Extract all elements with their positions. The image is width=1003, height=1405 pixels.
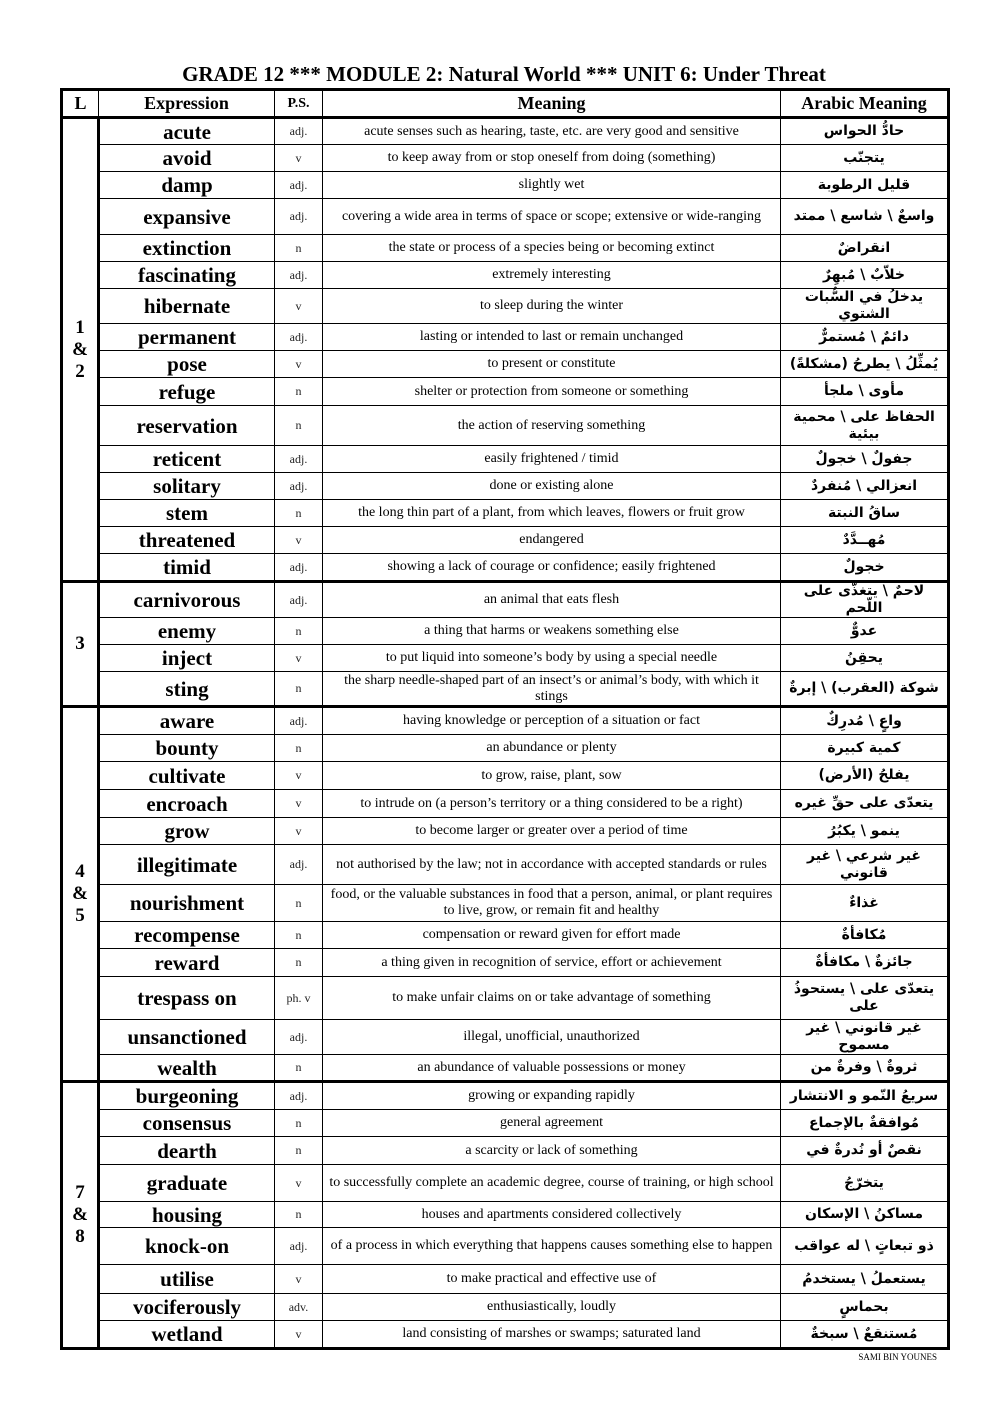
part-of-speech-cell: n (275, 500, 323, 527)
meaning-cell: to make unfair claims on or take advantage of something (323, 977, 781, 1020)
meaning-cell: to keep away from or stop oneself from doing (something) (323, 145, 781, 172)
table-row (62, 118, 949, 145)
table-row (62, 1294, 949, 1321)
table-row (62, 145, 949, 172)
arabic-meaning-cell: ذو تبعاتٍ \ له عواقب (781, 1228, 949, 1265)
table-row (62, 527, 949, 554)
arabic-meaning-cell: حادُّ الحواس (781, 118, 949, 145)
part-of-speech-cell: n (275, 378, 323, 406)
arabic-meaning-cell: غير قانوني \ غير مسموح (781, 1020, 949, 1055)
part-of-speech-cell: adj. (275, 554, 323, 582)
table-row (62, 172, 949, 199)
arabic-meaning-cell: جفولٌ \ خجولٌ (781, 446, 949, 473)
table-row (62, 1165, 949, 1202)
arabic-meaning-cell: مساكنُ \ الإسكان (781, 1202, 949, 1228)
meaning-cell: extremely interesting (323, 262, 781, 289)
table-row (62, 262, 949, 289)
expression-cell: graduate (99, 1165, 275, 1202)
arabic-meaning-cell: ثروةٌ \ وفرةٌ من (781, 1055, 949, 1082)
meaning-cell: growing or expanding rapidly (323, 1082, 781, 1110)
expression-cell: carnivorous (99, 582, 275, 618)
part-of-speech-cell: adj. (275, 582, 323, 618)
table-row (62, 1055, 949, 1082)
expression-cell: pose (99, 351, 275, 378)
table-row (62, 289, 949, 324)
table-row (62, 446, 949, 473)
part-of-speech-cell: n (275, 735, 323, 762)
table-row (62, 406, 949, 446)
arabic-meaning-cell: يتعدّى على \ يستحوذُ على (781, 977, 949, 1020)
meaning-cell: illegal, unofficial, unauthorized (323, 1020, 781, 1055)
meaning-cell: endangered (323, 527, 781, 554)
part-of-speech-cell: adj. (275, 262, 323, 289)
meaning-cell: the long thin part of a plant, from which leaves, flowers or fruit grow (323, 500, 781, 527)
expression-cell: damp (99, 172, 275, 199)
expression-cell: vociferously (99, 1294, 275, 1321)
expression-cell: solitary (99, 473, 275, 500)
part-of-speech-cell: adj. (275, 118, 323, 145)
table-row (62, 885, 949, 922)
meaning-cell: a thing that harms or weakens something else (323, 618, 781, 645)
expression-cell: nourishment (99, 885, 275, 922)
expression-cell: utilise (99, 1265, 275, 1294)
meaning-cell: acute senses such as hearing, taste, etc. are very good and sensitive (323, 118, 781, 145)
part-of-speech-cell: v (275, 645, 323, 672)
table-row (62, 473, 949, 500)
part-of-speech-cell: v (275, 1321, 323, 1349)
meaning-cell: shelter or protection from someone or something (323, 378, 781, 406)
expression-cell: reservation (99, 406, 275, 446)
arabic-meaning-cell: مُهــدَّدٌ (781, 527, 949, 554)
part-of-speech-cell: n (275, 672, 323, 707)
arabic-meaning-cell: يُمثِّلُ \ يطرحُ (مشكلةً) (781, 351, 949, 378)
table-header (62, 90, 949, 118)
expression-cell: fascinating (99, 262, 275, 289)
header-arabic-meaning: Arabic Meaning (781, 90, 949, 118)
part-of-speech-cell: n (275, 949, 323, 977)
lesson-number: 7 & 8 (62, 1082, 99, 1349)
part-of-speech-cell: adj. (275, 1228, 323, 1265)
arabic-meaning-cell: ينمو \ يكبُرُ (781, 818, 949, 845)
meaning-cell: easily frightened / timid (323, 446, 781, 473)
arabic-meaning-cell: ساقُ النبتة (781, 500, 949, 527)
meaning-cell: the sharp needle-shaped part of an insect’s or animal’s body, with which it stings (323, 672, 781, 707)
part-of-speech-cell: adj. (275, 446, 323, 473)
expression-cell: wetland (99, 1321, 275, 1349)
part-of-speech-cell: n (275, 922, 323, 949)
arabic-meaning-cell: قليل الرطوبة (781, 172, 949, 199)
meaning-cell: to sleep during the winter (323, 289, 781, 324)
arabic-meaning-cell: جائزةٌ \ مكافأةٌ (781, 949, 949, 977)
table-row (62, 1202, 949, 1228)
part-of-speech-cell: adv. (275, 1294, 323, 1321)
part-of-speech-cell: v (275, 289, 323, 324)
expression-cell: reticent (99, 446, 275, 473)
expression-cell: bounty (99, 735, 275, 762)
arabic-meaning-cell: الحفاظ على \ محمية بيئية (781, 406, 949, 446)
meaning-cell: to grow, raise, plant, sow (323, 762, 781, 790)
expression-cell: aware (99, 707, 275, 735)
expression-cell: sting (99, 672, 275, 707)
header-expression: Expression (99, 90, 275, 118)
table-row (62, 1020, 949, 1055)
meaning-cell: to intrude on (a person’s territory or a thing considered to be a right) (323, 790, 781, 818)
meaning-cell: not authorised by the law; not in accordance with accepted standards or rules (323, 845, 781, 885)
arabic-meaning-cell: غير شرعي \ غير قانوني (781, 845, 949, 885)
lesson-number: 4 & 5 (62, 707, 99, 1082)
part-of-speech-cell: adj. (275, 172, 323, 199)
table-row (62, 845, 949, 885)
page-title: GRADE 12 *** MODULE 2: Natural World *** UNIT 6: Under Threat (182, 62, 826, 86)
arabic-meaning-cell: كمية كبيرة (781, 735, 949, 762)
arabic-meaning-cell: مُستنقعٌ \ سبخةٌ (781, 1321, 949, 1349)
lesson-number: 3 (62, 582, 99, 707)
part-of-speech-cell: v (275, 1265, 323, 1294)
table-row (62, 235, 949, 262)
arabic-meaning-cell: يدخلُ في السُّبات الشتوي (781, 289, 949, 324)
part-of-speech-cell: n (275, 1110, 323, 1137)
arabic-meaning-cell: انقراضٌ (781, 235, 949, 262)
arabic-meaning-cell: يتجنّب (781, 145, 949, 172)
meaning-cell: enthusiastically, loudly (323, 1294, 781, 1321)
expression-cell: extinction (99, 235, 275, 262)
part-of-speech-cell: ph. v (275, 977, 323, 1020)
arabic-meaning-cell: يتعدّى على حقِّ غيره (781, 790, 949, 818)
expression-cell: unsanctioned (99, 1020, 275, 1055)
meaning-cell: an abundance or plenty (323, 735, 781, 762)
table-row (62, 949, 949, 977)
header-meaning: Meaning (323, 90, 781, 118)
arabic-meaning-cell: عدوٌّ (781, 618, 949, 645)
arabic-meaning-cell: خجولٌ (781, 554, 949, 582)
table-row (62, 1321, 949, 1349)
meaning-cell: houses and apartments considered collectively (323, 1202, 781, 1228)
expression-cell: recompense (99, 922, 275, 949)
arabic-meaning-cell: مُوافقةٌ بالإجماع (781, 1110, 949, 1137)
meaning-cell: food, or the valuable substances in food that a person, animal, or plant requires to live, grow, or remain fit and healthy (323, 885, 781, 922)
table-row (62, 378, 949, 406)
expression-cell: refuge (99, 378, 275, 406)
meaning-cell: lasting or intended to last or remain unchanged (323, 324, 781, 351)
part-of-speech-cell: n (275, 1055, 323, 1082)
expression-cell: cultivate (99, 762, 275, 790)
arabic-meaning-cell: يفلحُ (الأرض) (781, 762, 949, 790)
table-row (62, 1110, 949, 1137)
meaning-cell: a thing given in recognition of service, effort or achievement (323, 949, 781, 977)
arabic-meaning-cell: واعٍ \ مُدرِكٌ (781, 707, 949, 735)
expression-cell: burgeoning (99, 1082, 275, 1110)
table-row (62, 762, 949, 790)
table-row (62, 977, 949, 1020)
meaning-cell: compensation or reward given for effort made (323, 922, 781, 949)
arabic-meaning-cell: بحماسٍ (781, 1294, 949, 1321)
part-of-speech-cell: adj. (275, 707, 323, 735)
arabic-meaning-cell: مأوى \ ملجأ (781, 378, 949, 406)
table-row (62, 199, 949, 235)
meaning-cell: to become larger or greater over a period of time (323, 818, 781, 845)
author-credit: SAMI BIN YOUNES (858, 1352, 937, 1362)
table-row (62, 1137, 949, 1165)
part-of-speech-cell: v (275, 762, 323, 790)
expression-cell: illegitimate (99, 845, 275, 885)
table-row (62, 672, 949, 707)
part-of-speech-cell: v (275, 145, 323, 172)
meaning-cell: the state or process of a species being or becoming extinct (323, 235, 781, 262)
arabic-meaning-cell: يحقِنُ (781, 645, 949, 672)
table-row (62, 735, 949, 762)
header-lesson: L (62, 90, 99, 118)
meaning-cell: the action of reserving something (323, 406, 781, 446)
part-of-speech-cell: n (275, 885, 323, 922)
part-of-speech-cell: v (275, 790, 323, 818)
part-of-speech-cell: adj. (275, 1082, 323, 1110)
arabic-meaning-cell: يستعملُ \ يستخدمُ (781, 1265, 949, 1294)
meaning-cell: general agreement (323, 1110, 781, 1137)
arabic-meaning-cell: نقصٌ أو نُدرةٌ في (781, 1137, 949, 1165)
expression-cell: grow (99, 818, 275, 845)
part-of-speech-cell: v (275, 1165, 323, 1202)
meaning-cell: of a process in which everything that happens causes something else to happen (323, 1228, 781, 1265)
meaning-cell: slightly wet (323, 172, 781, 199)
expression-cell: stem (99, 500, 275, 527)
arabic-meaning-cell: يتخرّجُ (781, 1165, 949, 1202)
vocabulary-table (60, 88, 950, 1350)
part-of-speech-cell: n (275, 1137, 323, 1165)
arabic-meaning-cell: غذاءٌ (781, 885, 949, 922)
expression-cell: wealth (99, 1055, 275, 1082)
expression-cell: dearth (99, 1137, 275, 1165)
table-row (62, 790, 949, 818)
expression-cell: trespass on (99, 977, 275, 1020)
arabic-meaning-cell: دائمٌ \ مُستمرٌّ (781, 324, 949, 351)
part-of-speech-cell: adj. (275, 1020, 323, 1055)
arabic-meaning-cell: واسعٌ \ شاسع \ ممتد (781, 199, 949, 235)
arabic-meaning-cell: سريعُ النّمو و الانتشار (781, 1082, 949, 1110)
header-part-of-speech: P.S. (275, 90, 323, 118)
part-of-speech-cell: v (275, 351, 323, 378)
arabic-meaning-cell: لاحمٌ \ يتغذّى على اللّحم (781, 582, 949, 618)
table-row (62, 707, 949, 735)
expression-cell: enemy (99, 618, 275, 645)
table-row (62, 618, 949, 645)
expression-cell: expansive (99, 199, 275, 235)
meaning-cell: to put liquid into someone’s body by using a special needle (323, 645, 781, 672)
meaning-cell: to present or constitute (323, 351, 781, 378)
part-of-speech-cell: adj. (275, 324, 323, 351)
table-row (62, 645, 949, 672)
arabic-meaning-cell: شوكة (العقرب) \ إبرةٌ (781, 672, 949, 707)
part-of-speech-cell: v (275, 818, 323, 845)
table-row (62, 818, 949, 845)
table-row (62, 351, 949, 378)
meaning-cell: having knowledge or perception of a situation or fact (323, 707, 781, 735)
expression-cell: avoid (99, 145, 275, 172)
arabic-meaning-cell: مُكافأةٌ (781, 922, 949, 949)
table-row (62, 922, 949, 949)
meaning-cell: an abundance of valuable possessions or money (323, 1055, 781, 1082)
part-of-speech-cell: adj. (275, 473, 323, 500)
meaning-cell: to make practical and effective use of (323, 1265, 781, 1294)
meaning-cell: a scarcity or lack of something (323, 1137, 781, 1165)
meaning-cell: showing a lack of courage or confidence; easily frightened (323, 554, 781, 582)
table-row (62, 1082, 949, 1110)
table-body (62, 118, 949, 1349)
meaning-cell: to successfully complete an academic degree, course of training, or high school (323, 1165, 781, 1202)
expression-cell: timid (99, 554, 275, 582)
expression-cell: hibernate (99, 289, 275, 324)
expression-cell: acute (99, 118, 275, 145)
part-of-speech-cell: n (275, 1202, 323, 1228)
table-row (62, 582, 949, 618)
expression-cell: inject (99, 645, 275, 672)
meaning-cell: covering a wide area in terms of space or scope; extensive or wide-ranging (323, 199, 781, 235)
table-row (62, 1228, 949, 1265)
lesson-number: 1 & 2 (62, 118, 99, 582)
part-of-speech-cell: v (275, 527, 323, 554)
meaning-cell: done or existing alone (323, 473, 781, 500)
expression-cell: permanent (99, 324, 275, 351)
arabic-meaning-cell: انعزالي \ مُنفردٌ (781, 473, 949, 500)
part-of-speech-cell: adj. (275, 199, 323, 235)
table-row (62, 554, 949, 582)
expression-cell: reward (99, 949, 275, 977)
table-row (62, 500, 949, 527)
table-row (62, 324, 949, 351)
part-of-speech-cell: n (275, 406, 323, 446)
table-row (62, 1265, 949, 1294)
expression-cell: housing (99, 1202, 275, 1228)
part-of-speech-cell: n (275, 235, 323, 262)
expression-cell: threatened (99, 527, 275, 554)
part-of-speech-cell: n (275, 618, 323, 645)
expression-cell: consensus (99, 1110, 275, 1137)
part-of-speech-cell: adj. (275, 845, 323, 885)
meaning-cell: land consisting of marshes or swamps; saturated land (323, 1321, 781, 1349)
arabic-meaning-cell: خلاّبٌ \ مُبهِرٌ (781, 262, 949, 289)
meaning-cell: an animal that eats flesh (323, 582, 781, 618)
expression-cell: knock-on (99, 1228, 275, 1265)
expression-cell: encroach (99, 790, 275, 818)
